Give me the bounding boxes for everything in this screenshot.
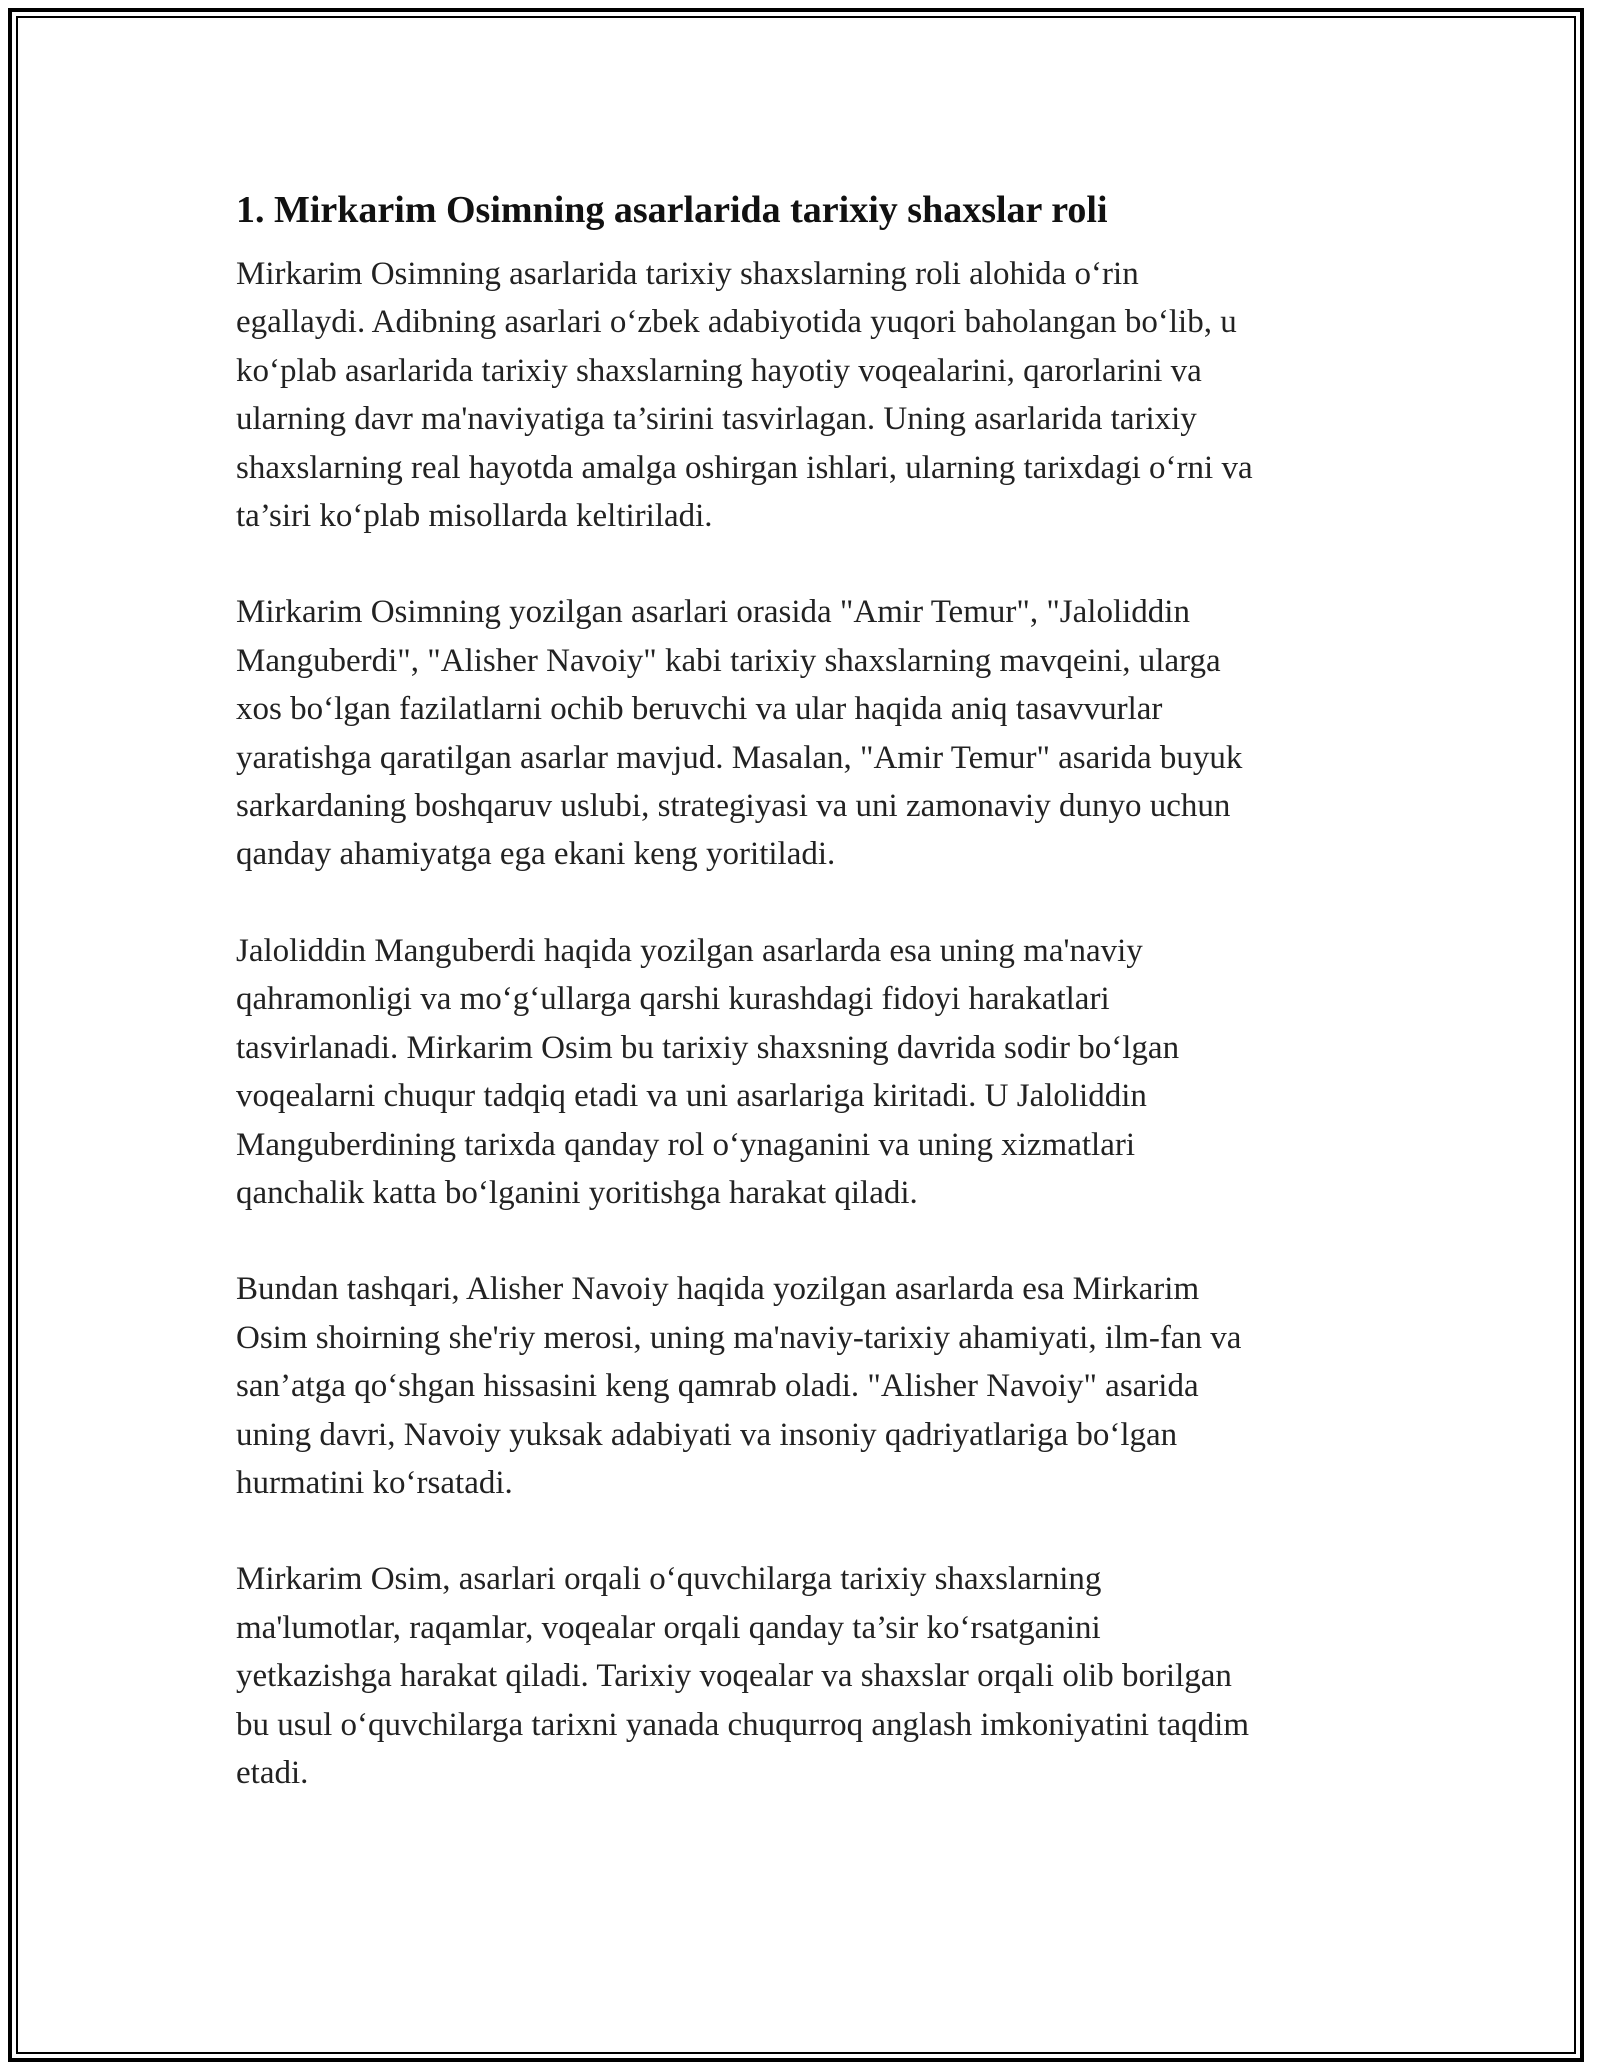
text-line: voqealarni chuqur tadqiq etadi va uni asarlariga kiritadi. U Jaloliddin <box>236 1078 1147 1115</box>
paragraph-1 <box>236 250 1376 540</box>
text-line: Mirkarim Osimning yozilgan asarlari orasida "Amir Temur", "Jaloliddin <box>236 594 1190 631</box>
text-line: yetkazishga harakat qiladi. Tarixiy voqealar va shaxslar orqali olib borilgan <box>236 1658 1232 1695</box>
text-line: ko‘plab asarlarida tarixiy shaxslarning hayotiy voqealarini, qarorlarini va <box>236 352 1202 389</box>
text-line: sarkardaning boshqaruv uslubi, strategiyasi va uni zamonaviy dunyo uchun <box>236 788 1231 825</box>
text-line: Manguberdi", "Alisher Navoiy" kabi tarixiy shaxslarning mavqeini, ularga <box>236 642 1221 679</box>
text-line: etadi. <box>236 1754 309 1791</box>
paragraph-4 <box>236 1265 1376 1507</box>
text-line: Manguberdining tarixda qanday rol o‘ynaganini va uning xizmatlari <box>236 1126 1135 1163</box>
text-line: Bundan tashqari, Alisher Navoiy haqida yozilgan asarlarda esa Mirkarim <box>236 1271 1200 1308</box>
text-line: ta’siri ko‘plab misollarda keltiriladi. <box>236 498 713 535</box>
text-line: ma'lumotlar, raqamlar, voqealar orqali qanday ta’sir ko‘rsatganini <box>236 1609 1101 1646</box>
document-body <box>236 186 1376 1845</box>
text-line: tasvirlanadi. Mirkarim Osim bu tarixiy shaxsning davrida sodir bo‘lgan <box>236 1029 1180 1066</box>
section-heading: 1. Mirkarim Osimning asarlarida tarixiy shaxslar roli <box>236 189 1108 231</box>
text-line: qanday ahamiyatga ega ekani keng yoritiladi. <box>236 836 836 873</box>
text-line: hurmatini ko‘rsatadi. <box>236 1464 513 1501</box>
text-line: Osim shoirning she'riy merosi, uning ma'naviy-tarixiy ahamiyati, ilm-fan va <box>236 1319 1242 1356</box>
paragraph-5 <box>236 1555 1376 1797</box>
text-line: ularning davr ma'naviyatiga ta’sirini tasvirlagan. Uning asarlarida tarixiy <box>236 401 1197 438</box>
paragraph-2 <box>236 588 1376 878</box>
text-line: Mirkarim Osimning asarlarida tarixiy shaxslarning roli alohida o‘rin <box>236 256 1139 292</box>
text-line: Mirkarim Osim, asarlari orqali o‘quvchilarga tarixiy shaxslarning <box>236 1561 1102 1598</box>
text-line: egallaydi. Adibning asarlari o‘zbek adabiyotida yuqori baholangan bo‘lib, u <box>236 304 1237 341</box>
text-line: qahramonligi va mo‘g‘ullarga qarshi kurashdagi fidoyi harakatlari <box>236 981 1110 1018</box>
text-line: uning davri, Navoiy yuksak adabiyati va insoniy qadriyatlariga bo‘lgan <box>236 1416 1178 1453</box>
text-line: yaratishga qaratilgan asarlar mavjud. Masalan, "Amir Temur" asarida buyuk <box>236 739 1243 776</box>
text-line: Jaloliddin Manguberdi haqida yozilgan asarlarda esa uning ma'naviy <box>236 932 1143 969</box>
text-line: shaxslarning real hayotda amalga oshirgan ishlari, ularning tarixdagi o‘rni va <box>236 449 1253 486</box>
text-line: san’atga qo‘shgan hissasini keng qamrab oladi. "Alisher Navoiy" asarida <box>236 1368 1199 1405</box>
text-line: xos bo‘lgan fazilatlarni ochib beruvchi va ular haqida aniq tasavvurlar <box>236 691 1163 728</box>
text-line: qanchalik katta bo‘lganini yoritishga harakat qiladi. <box>236 1174 918 1211</box>
text-line: bu usul o‘quvchilarga tarixni yanada chuqurroq anglash imkoniyatini taqdim <box>236 1706 1249 1743</box>
paragraph-3 <box>236 927 1376 1217</box>
